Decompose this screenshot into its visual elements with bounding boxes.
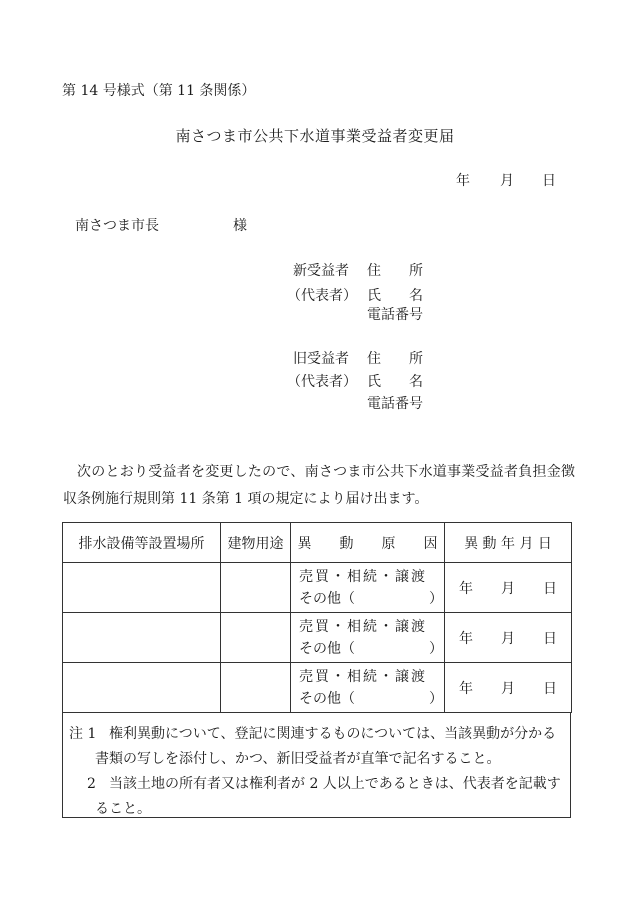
cause-options: 売買・相続・譲渡 xyxy=(299,568,427,585)
change-table xyxy=(62,522,572,713)
cause-cell[interactable] xyxy=(291,613,445,663)
notes-box xyxy=(62,713,571,818)
usage-cell[interactable] xyxy=(221,663,291,713)
location-cell[interactable] xyxy=(63,613,221,663)
usage-cell[interactable] xyxy=(221,563,291,613)
cause-other-close: ） xyxy=(429,640,443,657)
document-title: 南さつま市公共下水道事業受益者変更届 xyxy=(175,127,455,145)
old-beneficiary-label: 旧受益者 xyxy=(293,351,349,367)
cause-other-close: ） xyxy=(429,590,443,607)
table-row xyxy=(63,613,572,663)
cause-other xyxy=(299,688,444,710)
old-beneficiary-representative-label: （代表者） xyxy=(287,374,357,390)
addressee-name: 南さつま市長 xyxy=(75,218,159,234)
header-usage: 建物用途 xyxy=(221,523,291,563)
cause-other-label: その他（ xyxy=(299,690,355,707)
note-1-label: 注 1 xyxy=(69,726,97,742)
date-month-label: 月 xyxy=(500,173,514,189)
old-beneficiary-address-label: 住 所 xyxy=(367,351,423,367)
location-cell[interactable] xyxy=(63,563,221,613)
form-number: 第 14 号様式（第 11 条関係） xyxy=(62,83,256,99)
date-year-label: 年 xyxy=(456,173,470,189)
body-text: 次のとおり受益者を変更したので、南さつま市公共下水道事業受益者負担金徴収条例施行規則第 11 条第 1 項の規定により届け出ます。 xyxy=(63,464,575,507)
cause-other-close: ） xyxy=(429,690,443,707)
new-beneficiary-label: 新受益者 xyxy=(293,263,349,279)
note-2-text: 当該土地の所有者又は権利者が 2 人以上であるときは、代表者を記載すること。 xyxy=(95,776,561,817)
addressee-honorific: 様 xyxy=(233,218,247,234)
old-beneficiary-name-label: 氏 名 xyxy=(367,374,423,390)
cause-options: 売買・相続・譲渡 xyxy=(299,668,427,685)
usage-cell[interactable] xyxy=(221,613,291,663)
cause-cell[interactable] xyxy=(291,663,445,713)
change-date-cell[interactable]: 年 月 日 xyxy=(445,613,572,663)
addressee xyxy=(75,215,247,235)
note-1-text: 権利異動について、登記に関連するものについては、当該異動が分かる書類の写しを添付し、かつ、新旧受益者が直筆で記名すること。 xyxy=(95,726,557,767)
cause-other xyxy=(299,638,444,660)
new-beneficiary-address-label: 住 所 xyxy=(367,263,423,279)
header-cause: 異 動 原 因 xyxy=(291,523,445,563)
note-2-label: 2 xyxy=(87,776,96,792)
cause-other-label: その他（ xyxy=(299,590,355,607)
new-beneficiary-name-label: 氏 名 xyxy=(367,288,423,304)
table-row xyxy=(63,663,572,713)
cause-other xyxy=(299,588,444,610)
change-date-cell[interactable]: 年 月 日 xyxy=(445,663,572,713)
new-beneficiary-phone-label: 電話番号 xyxy=(367,307,423,323)
header-location: 排水設備等設置場所 xyxy=(63,523,221,563)
date-day-label: 日 xyxy=(542,173,556,189)
table-header-row xyxy=(63,523,572,563)
change-date-cell[interactable]: 年 月 日 xyxy=(445,563,572,613)
old-beneficiary-phone-label: 電話番号 xyxy=(367,396,423,412)
header-change-date: 異 動 年 月 日 xyxy=(445,523,572,563)
cause-cell[interactable] xyxy=(291,563,445,613)
cause-other-label: その他（ xyxy=(299,640,355,657)
table-row xyxy=(63,563,572,613)
location-cell[interactable] xyxy=(63,663,221,713)
new-beneficiary-representative-label: （代表者） xyxy=(287,288,357,304)
cause-options: 売買・相続・譲渡 xyxy=(299,618,427,635)
